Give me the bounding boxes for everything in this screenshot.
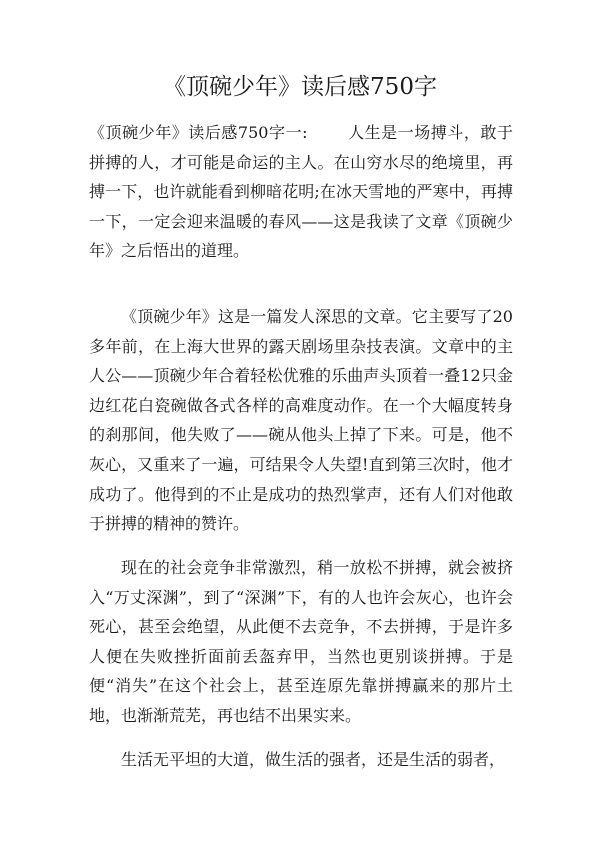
page-title: 《顶碗少年》读后感750字 <box>163 74 437 100</box>
paragraph-intro <box>89 118 513 266</box>
paragraph-society: 现在的社会竞争非常激烈，稍一放松不拼搏，就会被挤入“万丈深渊”，到了“深渊”下，有的人也许会灰心，也许会死心，甚至会绝望，从此便不去竞争，不去拼搏，于是许多人便在失败挫折面前丢盔弃甲，当然也更别谈拼搏。于是便“消失”在这个社会上，甚至连原先靠拼搏赢来的那片土地，也渐渐荒芜，再也结不出果实来。 <box>89 558 513 725</box>
intro-text: 人生是一场搏斗，敢于拼搏的人，才可能是命运的主人。在山穷水尽的绝境里，再搏一下，也许就能看到柳暗花明;在冰天雪地的严寒中，再搏一下，一定会迎来温暖的春风——这是我读了文章《顶碗少年》之后悟出的道理。 <box>89 123 513 261</box>
paragraph-life: 生活无平坦的大道，做生活的强者，还是生活的弱者， <box>121 750 506 769</box>
paragraph-summary: 《顶碗少年》这是一篇发人深思的文章。它主要写了20多年前，在上海大世界的露天剧场里杂技表演。文章中的主人公——顶碗少年合着轻松优雅的乐曲声头顶着一叠12只金边红花白瓷碗做各式各样的高难度动作。在一个大幅度转身的刹那间，他失败了——碗从他头上掉了下来。可是，他不灰心，又重来了一遍，可结果令人失望!直到第三次时，他才成功了。他得到的不止是成功的热烈掌声，还有人们对他敢于拼搏的精神的赞许。 <box>89 307 513 534</box>
intro-lead: 《顶碗少年》读后感750字一: <box>89 123 308 142</box>
